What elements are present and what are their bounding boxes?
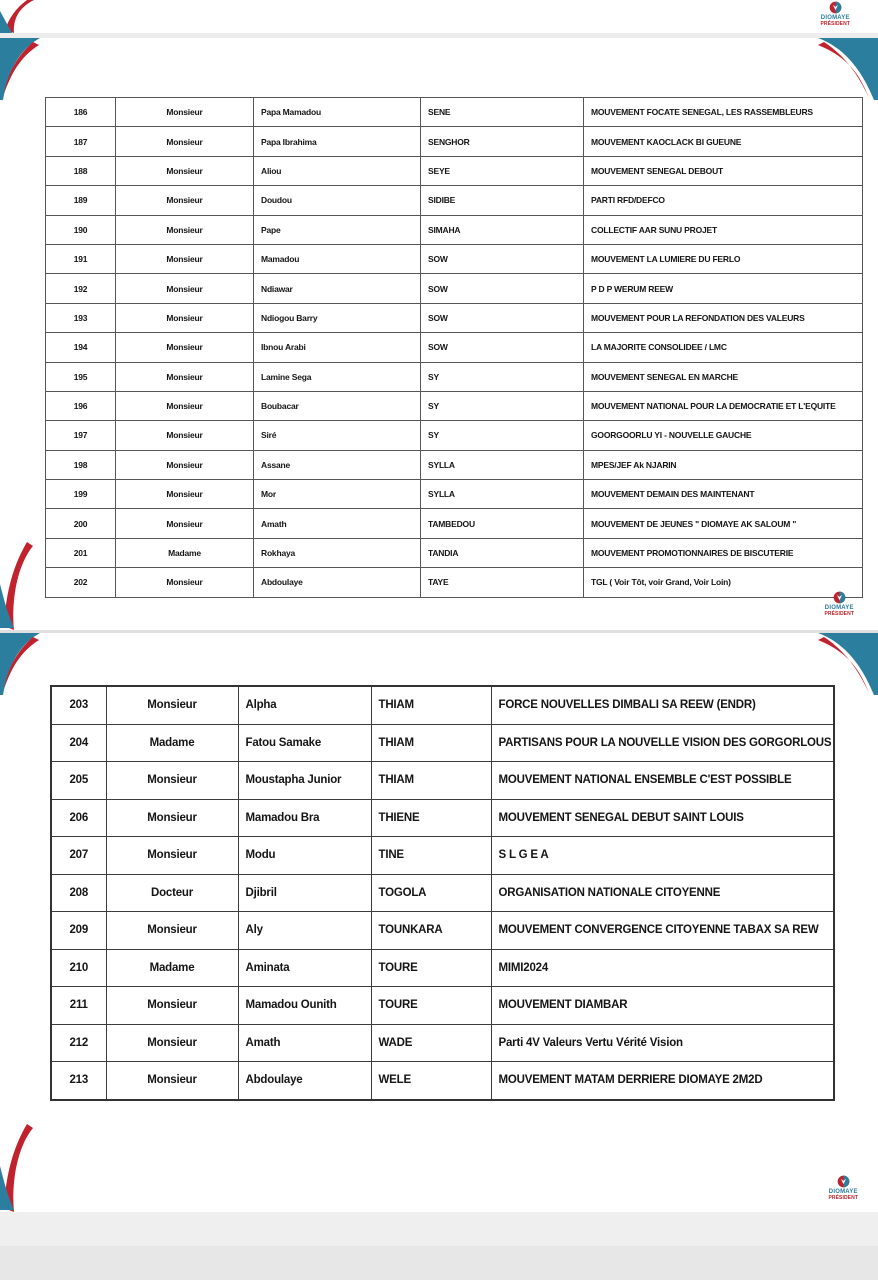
previous-page-fragment	[0, 0, 878, 33]
corner-ribbon-bottom-left-icon	[0, 1124, 42, 1212]
organization: MOUVEMENT SENEGAL DEBOUT	[584, 156, 863, 185]
civility: Monsieur	[106, 987, 238, 1025]
civility: Monsieur	[116, 391, 254, 420]
logo-text-line1: DIOMAYE	[820, 15, 850, 21]
first-name: Abdoulaye	[254, 568, 421, 597]
signatories-table-2	[50, 685, 835, 1101]
civility: Madame	[106, 724, 238, 762]
corner-ribbon-top-left-icon	[0, 633, 46, 713]
table-row	[51, 724, 834, 762]
organization: MOUVEMENT KAOCLACK BI GUEUNE	[584, 127, 863, 156]
row-number: 203	[51, 686, 106, 724]
campaign-emblem-icon	[829, 1, 842, 14]
diomaye-president-logo	[828, 1175, 858, 1201]
last-name: TINE	[371, 837, 491, 875]
last-name: TOUNKARA	[371, 912, 491, 950]
civility: Monsieur	[116, 98, 254, 127]
last-name: TOURE	[371, 987, 491, 1025]
row-number: 210	[51, 949, 106, 987]
civility: Monsieur	[116, 127, 254, 156]
first-name: Pape	[254, 215, 421, 244]
first-name: Mamadou Ounith	[238, 987, 371, 1025]
row-number: 197	[46, 421, 116, 450]
last-name: TAMBEDOU	[421, 509, 584, 538]
civility: Madame	[106, 949, 238, 987]
row-number: 188	[46, 156, 116, 185]
first-name: Fatou Samake	[238, 724, 371, 762]
organization: MOUVEMENT LA LUMIERE DU FERLO	[584, 244, 863, 273]
last-name: SENGHOR	[421, 127, 584, 156]
first-name: Abdoulaye	[238, 1062, 371, 1100]
first-name: Siré	[254, 421, 421, 450]
organization: MOUVEMENT MATAM DERRIERE DIOMAYE 2M2D	[491, 1062, 834, 1100]
table-row	[51, 874, 834, 912]
civility: Monsieur	[116, 421, 254, 450]
first-name: Djibril	[238, 874, 371, 912]
row-number: 186	[46, 98, 116, 127]
last-name: SOW	[421, 303, 584, 332]
corner-ribbon-top-left-icon	[0, 38, 46, 118]
civility: Monsieur	[116, 244, 254, 273]
last-name: WELE	[371, 1062, 491, 1100]
logo-text-line1: DIOMAYE	[824, 605, 854, 611]
civility: Monsieur	[106, 837, 238, 875]
table-row	[51, 799, 834, 837]
table-row	[51, 762, 834, 800]
table-row	[51, 949, 834, 987]
last-name: SY	[421, 421, 584, 450]
table-row	[51, 1024, 834, 1062]
organization: MOUVEMENT NATIONAL ENSEMBLE C'EST POSSIBLE	[491, 762, 834, 800]
first-name: Alpha	[238, 686, 371, 724]
row-number: 191	[46, 244, 116, 273]
table-row	[46, 421, 863, 450]
organization: MOUVEMENT DE JEUNES " DIOMAYE AK SALOUM "	[584, 509, 863, 538]
table-row	[46, 274, 863, 303]
civility: Monsieur	[116, 568, 254, 597]
page-1	[0, 38, 878, 630]
civility: Madame	[116, 538, 254, 567]
table-row	[46, 215, 863, 244]
table-row	[46, 186, 863, 215]
last-name: SY	[421, 391, 584, 420]
organization: LA MAJORITE CONSOLIDEE / LMC	[584, 333, 863, 362]
page-2	[0, 633, 878, 1212]
row-number: 198	[46, 450, 116, 479]
row-number: 213	[51, 1062, 106, 1100]
first-name: Papa Mamadou	[254, 98, 421, 127]
table-row	[51, 987, 834, 1025]
civility: Monsieur	[116, 509, 254, 538]
first-name: Doudou	[254, 186, 421, 215]
civility: Monsieur	[106, 1024, 238, 1062]
organization: P D P WERUM REEW	[584, 274, 863, 303]
background-band-lower	[0, 1246, 878, 1280]
logo-text-line2: PRÉSIDENT	[824, 611, 854, 617]
organization: MIMI2024	[491, 949, 834, 987]
row-number: 195	[46, 362, 116, 391]
last-name: TOGOLA	[371, 874, 491, 912]
first-name: Papa Ibrahima	[254, 127, 421, 156]
civility: Monsieur	[116, 186, 254, 215]
organization: MOUVEMENT FOCATE SENEGAL, LES RASSEMBLEURS	[584, 98, 863, 127]
diomaye-president-logo	[824, 591, 854, 617]
background-band	[0, 1212, 878, 1280]
last-name: SYLLA	[421, 450, 584, 479]
row-number: 201	[46, 538, 116, 567]
table-row	[46, 98, 863, 127]
organization: MOUVEMENT NATIONAL POUR LA DEMOCRATIE ET L'EQUITE	[584, 391, 863, 420]
first-name: Mor	[254, 480, 421, 509]
table-row	[46, 362, 863, 391]
table-row	[46, 156, 863, 185]
table-row	[51, 686, 834, 724]
diomaye-president-logo	[820, 1, 850, 27]
organization: COLLECTIF AAR SUNU PROJET	[584, 215, 863, 244]
civility: Monsieur	[106, 686, 238, 724]
row-number: 211	[51, 987, 106, 1025]
table-row	[51, 1062, 834, 1100]
organization: MOUVEMENT CONVERGENCE CITOYENNE TABAX SA REW	[491, 912, 834, 950]
first-name: Boubacar	[254, 391, 421, 420]
row-number: 199	[46, 480, 116, 509]
civility: Docteur	[106, 874, 238, 912]
row-number: 209	[51, 912, 106, 950]
first-name: Modu	[238, 837, 371, 875]
row-number: 206	[51, 799, 106, 837]
first-name: Rokhaya	[254, 538, 421, 567]
last-name: THIENE	[371, 799, 491, 837]
table-row	[46, 127, 863, 156]
last-name: THIAM	[371, 762, 491, 800]
table-row	[46, 568, 863, 597]
corner-ribbon-fragment-icon	[0, 0, 36, 33]
last-name: THIAM	[371, 686, 491, 724]
civility: Monsieur	[116, 303, 254, 332]
first-name: Mamadou Bra	[238, 799, 371, 837]
last-name: WADE	[371, 1024, 491, 1062]
table-row	[46, 450, 863, 479]
organization: MOUVEMENT SENEGAL DEBUT SAINT LOUIS	[491, 799, 834, 837]
campaign-emblem-icon	[837, 1175, 850, 1188]
civility: Monsieur	[116, 450, 254, 479]
table-row	[51, 837, 834, 875]
last-name: SOW	[421, 244, 584, 273]
last-name: SENE	[421, 98, 584, 127]
first-name: Amath	[254, 509, 421, 538]
table-row	[46, 538, 863, 567]
civility: Monsieur	[116, 480, 254, 509]
row-number: 189	[46, 186, 116, 215]
first-name: Ndiawar	[254, 274, 421, 303]
first-name: Assane	[254, 450, 421, 479]
civility: Monsieur	[116, 215, 254, 244]
signatories-table-1	[45, 97, 863, 598]
first-name: Mamadou	[254, 244, 421, 273]
organization: MOUVEMENT DEMAIN DES MAINTENANT	[584, 480, 863, 509]
first-name: Amath	[238, 1024, 371, 1062]
logo-text-line1: DIOMAYE	[828, 1189, 858, 1195]
last-name: SEYE	[421, 156, 584, 185]
last-name: SYLLA	[421, 480, 584, 509]
first-name: Aly	[238, 912, 371, 950]
civility: Monsieur	[106, 762, 238, 800]
civility: Monsieur	[106, 1062, 238, 1100]
organization: PARTI RFD/DEFCO	[584, 186, 863, 215]
civility: Monsieur	[106, 912, 238, 950]
corner-ribbon-bottom-left-icon	[0, 542, 42, 630]
organization: PARTISANS POUR LA NOUVELLE VISION DES GORGORLOUS	[491, 724, 834, 762]
civility: Monsieur	[116, 362, 254, 391]
organization: GOORGOORLU YI - NOUVELLE GAUCHE	[584, 421, 863, 450]
last-name: SY	[421, 362, 584, 391]
first-name: Aminata	[238, 949, 371, 987]
last-name: SOW	[421, 274, 584, 303]
row-number: 202	[46, 568, 116, 597]
table-row	[46, 244, 863, 273]
last-name: SOW	[421, 333, 584, 362]
civility: Monsieur	[116, 333, 254, 362]
row-number: 208	[51, 874, 106, 912]
row-number: 196	[46, 391, 116, 420]
first-name: Moustapha Junior	[238, 762, 371, 800]
last-name: SIMAHA	[421, 215, 584, 244]
first-name: Lamine Sega	[254, 362, 421, 391]
campaign-emblem-icon	[833, 591, 846, 604]
row-number: 212	[51, 1024, 106, 1062]
row-number: 187	[46, 127, 116, 156]
logo-text-line2: PRÉSIDENT	[820, 21, 850, 27]
civility: Monsieur	[116, 274, 254, 303]
row-number: 204	[51, 724, 106, 762]
first-name: Ibnou Arabi	[254, 333, 421, 362]
organization: Parti 4V Valeurs Vertu Vérité Vision	[491, 1024, 834, 1062]
civility: Monsieur	[116, 156, 254, 185]
last-name: THIAM	[371, 724, 491, 762]
last-name: TAYE	[421, 568, 584, 597]
row-number: 192	[46, 274, 116, 303]
last-name: TANDIA	[421, 538, 584, 567]
row-number: 200	[46, 509, 116, 538]
organization: S L G E A	[491, 837, 834, 875]
organization: TGL ( Voir Tôt, voir Grand, Voir Loin)	[584, 568, 863, 597]
table-row	[46, 480, 863, 509]
organization: MOUVEMENT POUR LA REFONDATION DES VALEURS	[584, 303, 863, 332]
organization: MPES/JEF Ak NJARIN	[584, 450, 863, 479]
organization: ORGANISATION NATIONALE CITOYENNE	[491, 874, 834, 912]
row-number: 193	[46, 303, 116, 332]
organization: MOUVEMENT DIAMBAR	[491, 987, 834, 1025]
row-number: 205	[51, 762, 106, 800]
last-name: SIDIBE	[421, 186, 584, 215]
organization: MOUVEMENT SENEGAL EN MARCHE	[584, 362, 863, 391]
table-row	[51, 912, 834, 950]
row-number: 194	[46, 333, 116, 362]
table-row	[46, 333, 863, 362]
first-name: Aliou	[254, 156, 421, 185]
table-row	[46, 303, 863, 332]
civility: Monsieur	[106, 799, 238, 837]
table-row	[46, 509, 863, 538]
row-number: 207	[51, 837, 106, 875]
first-name: Ndiogou Barry	[254, 303, 421, 332]
last-name: TOURE	[371, 949, 491, 987]
logo-text-line2: PRÉSIDENT	[828, 1195, 858, 1201]
table-row	[46, 391, 863, 420]
organization: FORCE NOUVELLES DIMBALI SA REEW (ENDR)	[491, 686, 834, 724]
row-number: 190	[46, 215, 116, 244]
organization: MOUVEMENT PROMOTIONNAIRES DE BISCUTERIE	[584, 538, 863, 567]
